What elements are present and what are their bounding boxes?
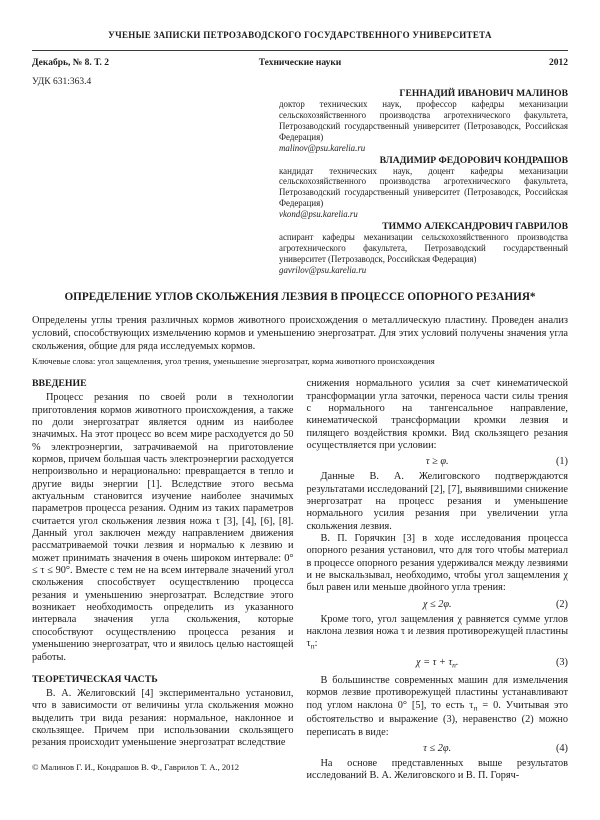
author-bio: аспирант кафедры механизации сельскохозяйственного производства агротехнического факультета, Петрозаводский государственный университет (Петрозаводск, Российская Федерация) xyxy=(279,232,568,264)
paragraph: На основе представленных выше результатов исследований В. А. Желиговского и В. П. Горяч- xyxy=(306,758,568,782)
formula-expression: τ ≥ φ. xyxy=(425,456,449,468)
author-email: vkond@psu.karelia.ru xyxy=(279,209,358,220)
formula-4 xyxy=(307,742,569,755)
author-block xyxy=(279,155,568,221)
paragraph-text: : xyxy=(314,638,318,650)
paragraph-text: = 0. Учитывая это обстоятельство и выражение (3), неравенство (2) можно переписать в виде: xyxy=(306,699,568,738)
issue-row xyxy=(32,58,568,68)
author-block xyxy=(279,221,568,276)
paragraph: Данные В. А. Желиговского подтверждаются результатами исследований [2], [7], выявившими снижение энергозатрат на процесс резания и уменьшение нормального усилия резания при увеличении угла скольжения лезвия. xyxy=(306,471,568,532)
tau-subscript: п xyxy=(473,703,478,713)
formula-expression xyxy=(416,657,458,668)
formula-number: (4) xyxy=(555,743,568,755)
author-email: gavrilov@psu.karelia.ru xyxy=(279,264,367,275)
paragraph xyxy=(307,614,569,654)
paragraph-text: В большинстве современных машин для измельчения кормов лезвие противорежущей пластины устанавливают под углом наклона 0° [5], то есть τ xyxy=(306,674,568,711)
author-name: ВЛАДИМИР ФЕДОРОВИЧ КОНДРАШОВ xyxy=(379,154,568,166)
year-label: 2012 xyxy=(549,58,569,68)
formula-number: (1) xyxy=(555,456,568,468)
issue-label: Декабрь, № 8. Т. 2 xyxy=(32,58,110,68)
paragraph-text: Кроме того, угол защемления χ равняется сумме углов наклона лезвия ножа τ и лезвия противорежущей пластины τ xyxy=(306,613,568,650)
section-heading-introduction: ВВЕДЕНИЕ xyxy=(32,378,87,390)
keywords-line: Ключевые слова: угол защемления, угол трения, уменьшение энергозатрат, корма животного происхождения xyxy=(32,356,435,367)
section-label: Технические науки xyxy=(258,58,342,68)
abstract-text: Определены углы трения различных кормов животного происхождения о металлическую пластину. Проведен анализ условий, способствующих измельчению кормов и уменьшению энергозатрат. Для этих условий получены значения угла скольжения, общие для ряда исследуемых кормов. xyxy=(32,314,568,353)
formula-expression: τ ≤ 2φ. xyxy=(423,743,452,755)
formula-2 xyxy=(307,598,569,611)
formula-number: (3) xyxy=(555,657,568,669)
copyright-line: © Малинов Г. И., Кондрашов В. Ф., Гаврилов Т. А., 2012 xyxy=(32,761,240,772)
paragraph: В. П. Горячкин [3] в ходе исследования процесса опорного резания установил, что для того чтобы материал в процессе опорного резания удерживался между лезвиями и не выскальзывал, необходимо, чтобы угол защемления χ был равен или меньше двойного угла трения: xyxy=(306,533,568,594)
author-bio: кандидат технических наук, доцент кафедры механизации сельскохозяйственного производства агротехнического факультета, Петрозаводский государственный университет (Петрозаводск, Российская Федерация) xyxy=(279,165,568,209)
author-name: ГЕННАДИЙ ИВАНОВИЧ МАЛИНОВ xyxy=(399,88,568,99)
right-column xyxy=(307,378,569,782)
theory-paragraph: В. А. Желиговский [4] экспериментально установил, что в зависимости от величины угла скольжения можно выделить три вида резания: нормальное, наклонное и скользящее. Причем при использовании скользящего резания происходит уменьшение энергозатрат вследствие xyxy=(32,687,294,749)
formula-3 xyxy=(307,656,569,672)
article-title: ОПРЕДЕЛЕНИЕ УГЛОВ СКОЛЬЖЕНИЯ ЛЕЗВИЯ В ПРОЦЕССЕ ОПОРНОГО РЕЗАНИЯ* xyxy=(64,290,536,303)
header-divider xyxy=(32,50,568,51)
author-name: ТИММО АЛЕКСАНДРОВИЧ ГАВРИЛОВ xyxy=(382,221,568,233)
left-column xyxy=(32,378,294,782)
authors-block xyxy=(279,88,568,276)
formula-text: χ = τ + τ xyxy=(416,657,453,669)
paragraph xyxy=(307,675,569,739)
journal-title: УЧЕНЫЕ ЗАПИСКИ ПЕТРОЗАВОДСКОГО ГОСУДАРСТВЕННОГО УНИВЕРСИТЕТА xyxy=(108,30,492,40)
udc-label: УДК 631:363.4 xyxy=(32,77,92,87)
section-heading-theory: ТЕОРЕТИЧЕСКАЯ ЧАСТЬ xyxy=(32,673,158,685)
formula-1 xyxy=(307,455,569,468)
continuation-paragraph: снижения нормального усилия за счет кинематической трансформации угла заточки, переноса части силы трения с нормального на тангенсальное направление, кинематической трансформации кромки лезвия и пилящего воздействия кромки. Вид скользящего резания осуществляется при условии: xyxy=(306,378,568,452)
formula-number: (2) xyxy=(555,598,568,610)
intro-paragraph: Процесс резания по своей роли в технологии приготовления кормов животного происхождения, а также по доли энергозатрат является одним из наиболее значимых. На этот процесс во всем мире расходуется до 50 % электроэнергии, затрачиваемой на приготовление кормов, причем большая часть электроэнергии расходуется непроизвольно и нерационально: превращается в тепло и другие виды энергии [1]. Вследствие этого весьма актуальным становится изучение наиболее значимых параметров процесса резания. Одним из таких параметров считается угол скольжения лезвия ножа τ [3], [4], [6], [8]. Данный угол заключен между направлением движения рассматриваемой точки лезвия и нормалью к лезвию и может принимать значения в очень широком интервале: 0° ≤ τ ≤ 90°. Вместе с тем не на всем интервале значений угол скольжения способствует осуществлению процесса резания и уменьшению энергозатрат. Вследствие этого возникает необходимость определить из указанного интервала значения угла скольжения, которые способствуют осуществлению процесса резания и уменьшению энергозатрат, что и явилось целью настоящей работы. xyxy=(32,392,294,663)
formula-expression: χ ≤ 2φ. xyxy=(422,598,452,610)
tau-subscript: п xyxy=(452,660,456,670)
formula-text: . xyxy=(455,657,459,669)
tau-subscript: п xyxy=(310,641,315,651)
body-columns xyxy=(32,378,568,782)
author-block xyxy=(279,88,568,154)
author-bio: доктор технических наук, профессор кафедры механизации сельскохозяйственного производства агротехнического факультета, Петрозаводский государственный университет (Петрозаводск, Российская Федерация) xyxy=(279,99,568,142)
author-email: malinov@psu.karelia.ru xyxy=(279,142,366,153)
